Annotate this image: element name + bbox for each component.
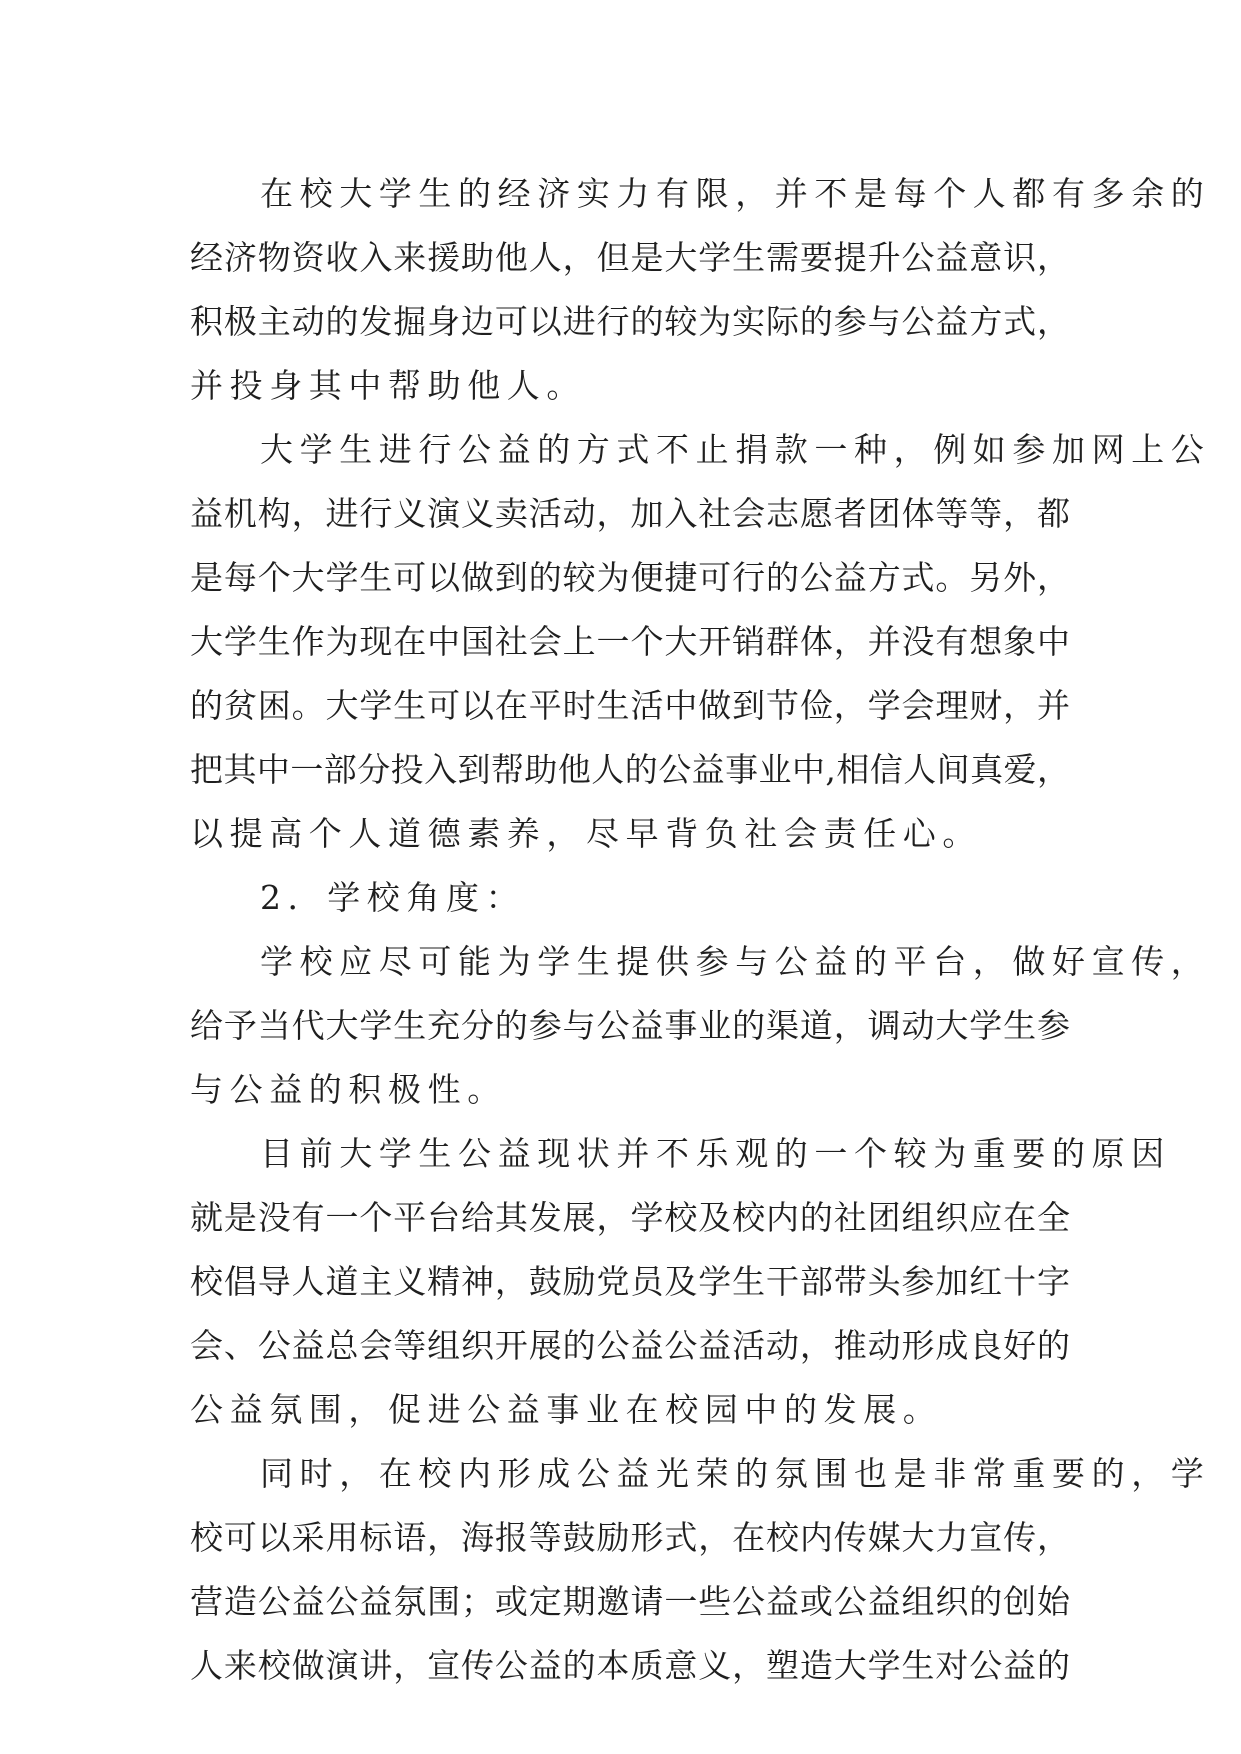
paragraph-line: 大学生进行公益的方式不止捐款一种，例如参加网上公 — [260, 430, 1211, 469]
paragraph-line: 以提高个人道德素养，尽早背负社会责任心。 — [190, 814, 982, 853]
paragraph-line: 校可以采用标语，海报等鼓励形式，在校内传媒大力宣传， — [190, 1518, 1070, 1557]
paragraph-line: 目前大学生公益现状并不乐观的一个较为重要的原因 — [260, 1134, 1171, 1173]
paragraph-line: 益机构，进行义演义卖活动，加入社会志愿者团体等等，都 — [190, 494, 1070, 533]
paragraph-line: 学校应尽可能为学生提供参与公益的平台，做好宣传， — [260, 942, 1211, 981]
paragraph-line: 与公益的积极性。 — [190, 1070, 507, 1109]
paragraph-line: 会、公益总会等组织开展的公益公益活动，推动形成良好的 — [190, 1326, 1070, 1365]
document-body — [190, 162, 1211, 1698]
section-heading: 2．学校角度： — [260, 878, 526, 917]
paragraph-line: 在校大学生的经济实力有限，并不是每个人都有多余的 — [260, 174, 1211, 213]
paragraph-line: 并投身其中帮助他人。 — [190, 366, 586, 405]
paragraph-line: 就是没有一个平台给其发展，学校及校内的社团组织应在全 — [190, 1198, 1070, 1237]
paragraph-line: 的贫困。大学生可以在平时生活中做到节俭，学会理财，并 — [190, 686, 1070, 725]
paragraph-line: 是每个大学生可以做到的较为便捷可行的公益方式。另外， — [190, 558, 1070, 597]
paragraph-line: 大学生作为现在中国社会上一个大开销群体，并没有想象中 — [190, 622, 1070, 661]
paragraph-line: 经济物资收入来援助他人，但是大学生需要提升公益意识， — [190, 238, 1070, 277]
paragraph-line: 同时，在校内形成公益光荣的氛围也是非常重要的，学 — [260, 1454, 1211, 1493]
paragraph-line: 人来校做演讲，宣传公益的本质意义，塑造大学生对公益的 — [190, 1646, 1070, 1685]
paragraph-line: 公益氛围，促进公益事业在校园中的发展。 — [190, 1390, 943, 1429]
paragraph-line: 给予当代大学生充分的参与公益事业的渠道，调动大学生参 — [190, 1006, 1070, 1045]
paragraph-line: 积极主动的发掘身边可以进行的较为实际的参与公益方式， — [190, 302, 1070, 341]
paragraph-line: 营造公益公益氛围；或定期邀请一些公益或公益组织的创始 — [190, 1582, 1070, 1621]
paragraph-line: 把其中一部分投入到帮助他人的公益事业中,相信人间真爱， — [190, 750, 1070, 789]
paragraph-line: 校倡导人道主义精神，鼓励党员及学生干部带头参加红十字 — [190, 1262, 1070, 1301]
